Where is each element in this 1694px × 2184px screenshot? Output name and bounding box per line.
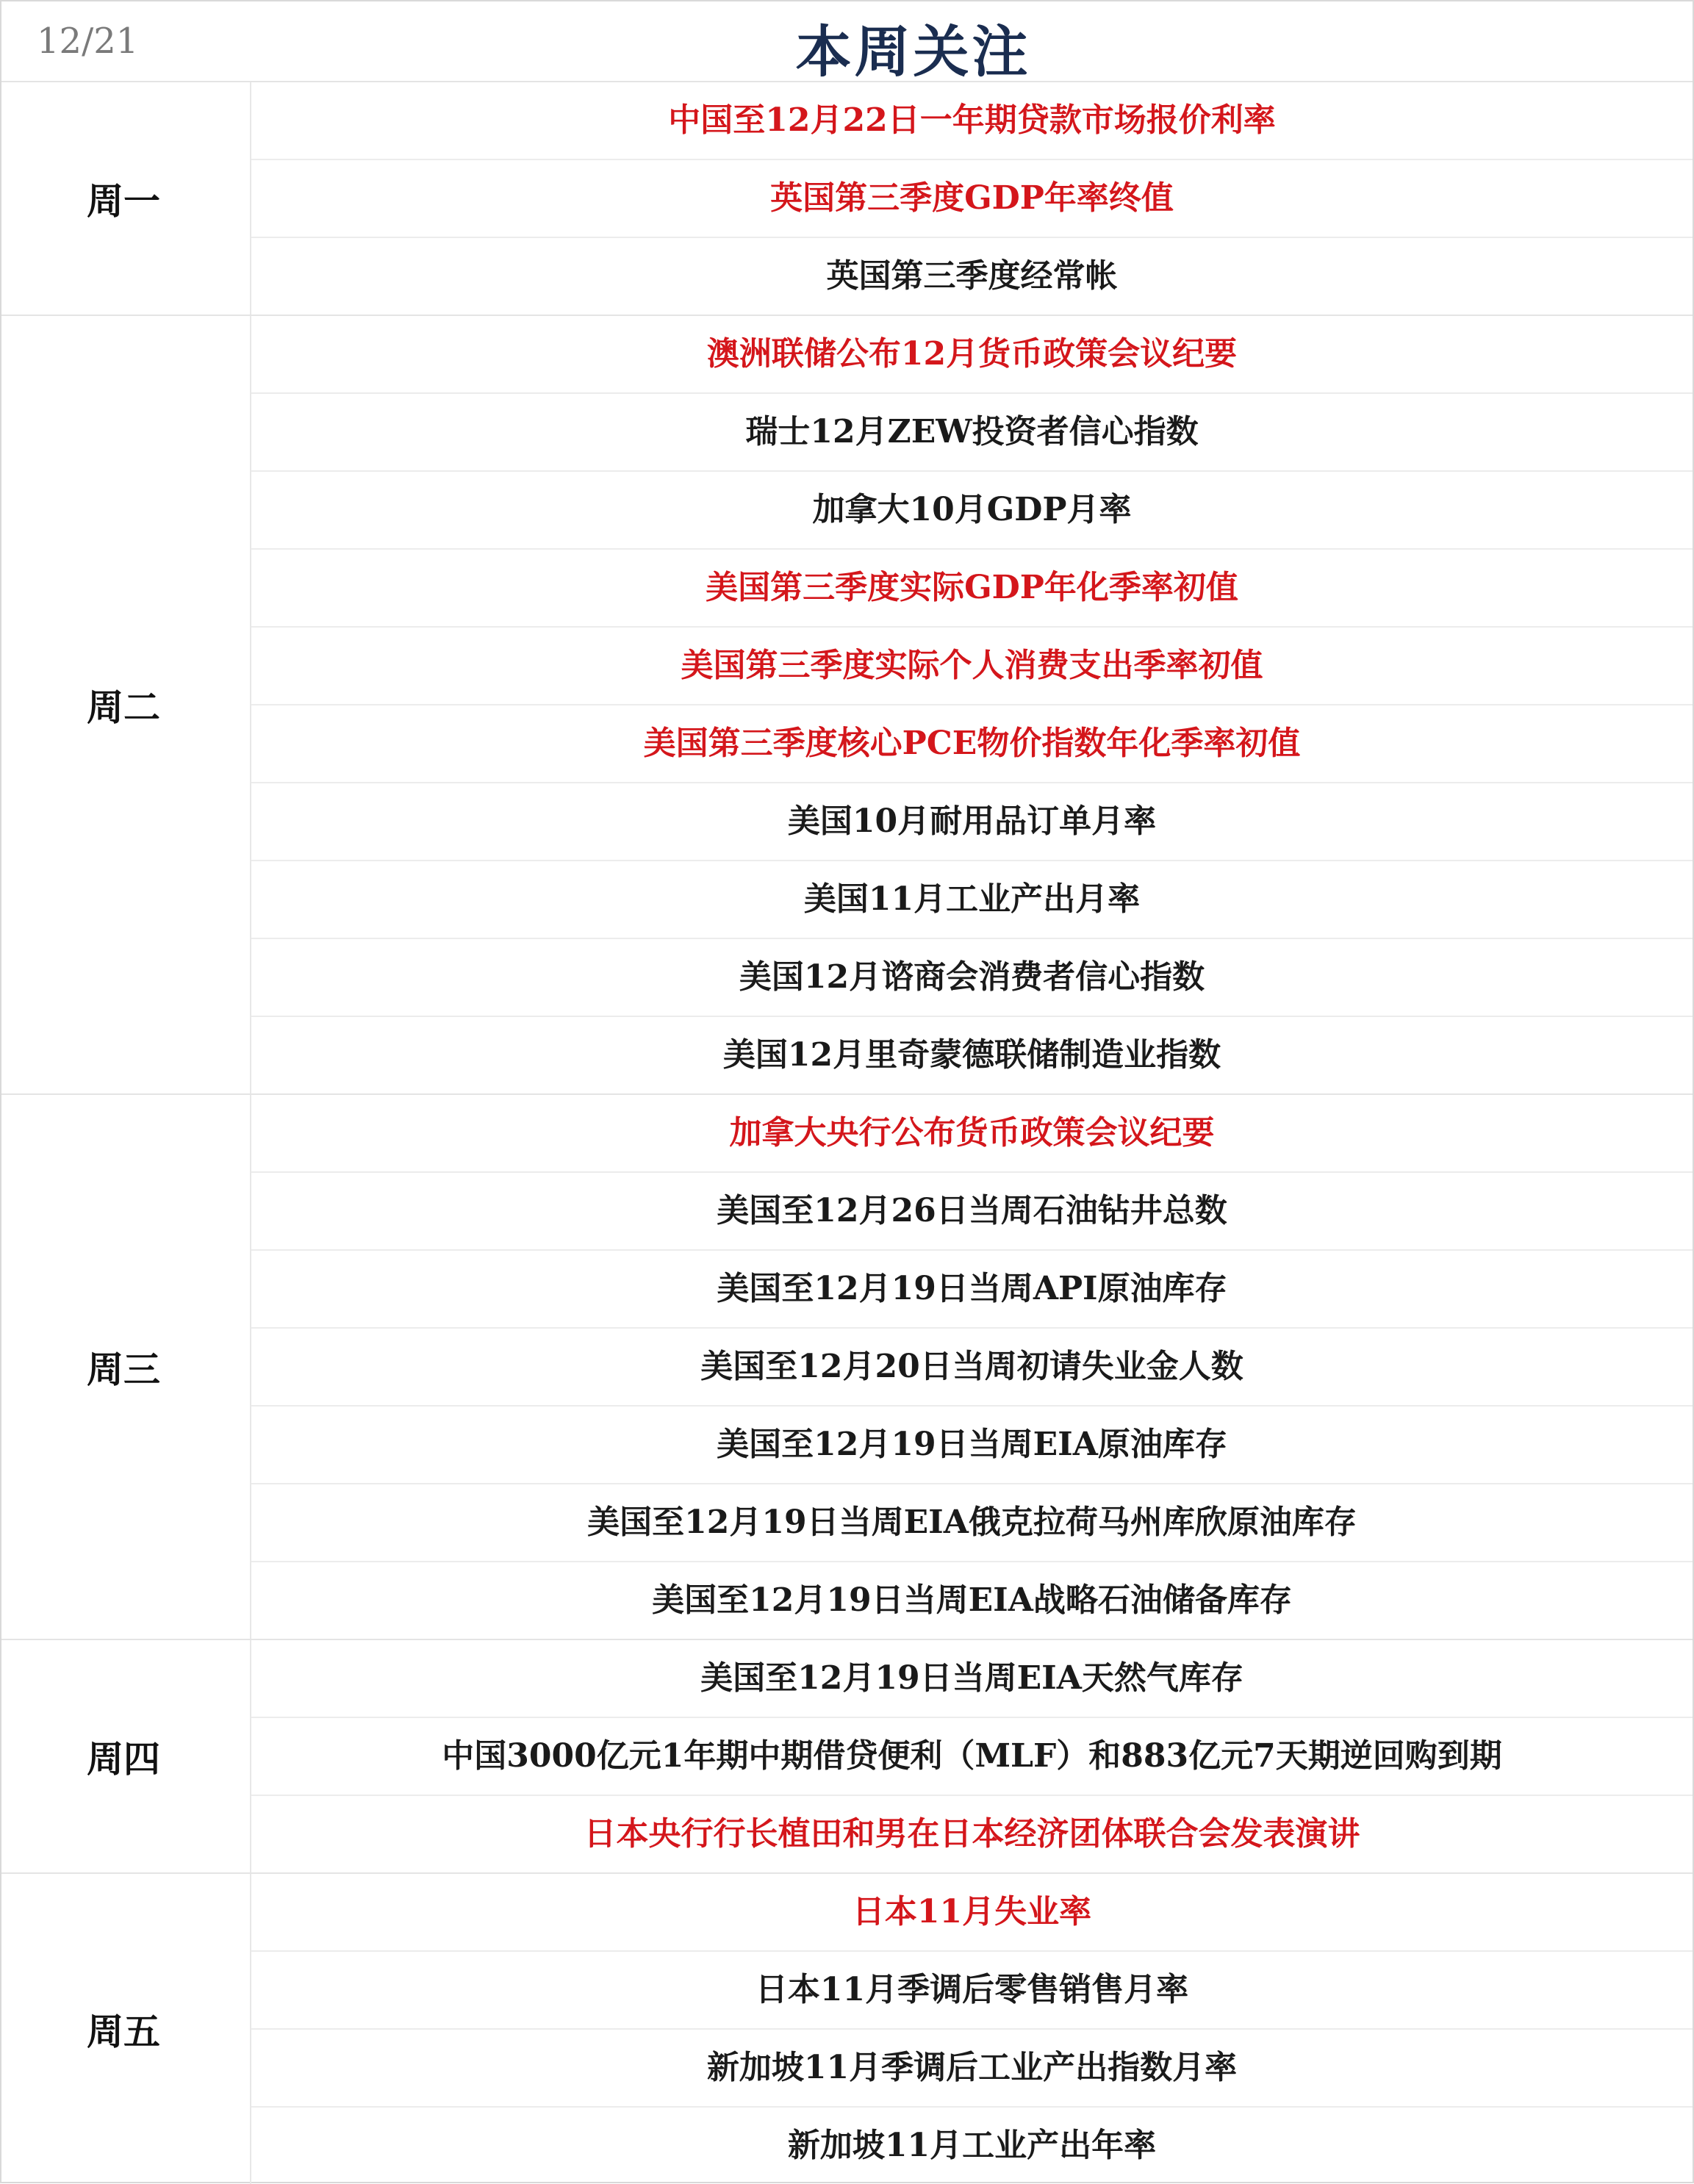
event-item: 新加坡11月季调后工业产出指数月率: [251, 2030, 1693, 2108]
day-block: [1, 1095, 1693, 1640]
page-title: 本周关注: [795, 19, 1031, 85]
event-item-highlighted: 日本央行行长植田和男在日本经济团体联合会发表演讲: [584, 1815, 1360, 1853]
page-date: 12/21: [37, 21, 139, 62]
event-item-highlighted: 美国第三季度核心PCE物价指数年化季率初值: [251, 705, 1693, 783]
event-item: 美国至12月19日当周EIA俄克拉荷马州库欣原油库存: [251, 1484, 1693, 1562]
day-label: 周一: [1, 82, 251, 315]
day-label: 周三: [1, 1095, 251, 1639]
event-item: 美国至12月26日当周石油钻井总数: [251, 1173, 1693, 1251]
event-item-highlighted: 美国第三季度实际个人消费支出季率初值: [251, 628, 1693, 705]
event-list: [251, 1095, 1693, 1639]
event-item: 美国11月工业产出月率: [251, 861, 1693, 939]
event-item: 美国至12月19日当周API原油库存: [251, 1251, 1693, 1329]
event-item-highlighted: 加拿大央行公布货币政策会议纪要: [251, 1095, 1693, 1173]
event-item: 英国第三季度经常帐: [826, 257, 1118, 295]
event-item: 新加坡11月工业产出年率: [787, 2127, 1157, 2164]
event-item-highlighted: 英国第三季度GDP年率终值: [251, 160, 1693, 238]
event-item: 美国至12月19日当周EIA原油库存: [251, 1407, 1693, 1484]
event-list: [251, 1640, 1693, 1872]
event-item: 中国3000亿元1年期中期借贷便利（MLF）和883亿元7天期逆回购到期: [251, 1718, 1693, 1796]
day-label: 周四: [1, 1640, 251, 1872]
day-block: [1, 82, 1693, 316]
event-list: [251, 1874, 1693, 2184]
event-item-highlighted: 日本11月失业率: [251, 1874, 1693, 1952]
page-header: [1, 1, 1693, 85]
event-item-highlighted: 澳洲联储公布12月货币政策会议纪要: [251, 316, 1693, 394]
event-item: 瑞士12月ZEW投资者信心指数: [251, 394, 1693, 472]
event-list: [251, 316, 1693, 1093]
event-item: 美国12月里奇蒙德联储制造业指数: [722, 1036, 1221, 1074]
event-item: 美国至12月20日当周初请失业金人数: [251, 1329, 1693, 1407]
event-list: [251, 82, 1693, 315]
event-item: 日本11月季调后零售销售月率: [251, 1952, 1693, 2030]
event-item: 美国至12月19日当周EIA战略石油储备库存: [652, 1581, 1292, 1619]
day-label: 周五: [1, 1874, 251, 2184]
event-item: 美国至12月19日当周EIA天然气库存: [251, 1640, 1693, 1718]
event-item: 加拿大10月GDP月率: [251, 472, 1693, 550]
weekly-schedule: [1, 82, 1693, 2184]
day-block: [1, 316, 1693, 1095]
day-block: [1, 1874, 1693, 2184]
event-item-highlighted: 美国第三季度实际GDP年化季率初值: [251, 550, 1693, 628]
event-item: 美国10月耐用品订单月率: [251, 783, 1693, 861]
day-block: [1, 1640, 1693, 1874]
day-label: 周二: [1, 316, 251, 1093]
event-item: 美国12月谘商会消费者信心指数: [251, 939, 1693, 1017]
event-item-highlighted: 中国至12月22日一年期贷款市场报价利率: [251, 82, 1693, 160]
